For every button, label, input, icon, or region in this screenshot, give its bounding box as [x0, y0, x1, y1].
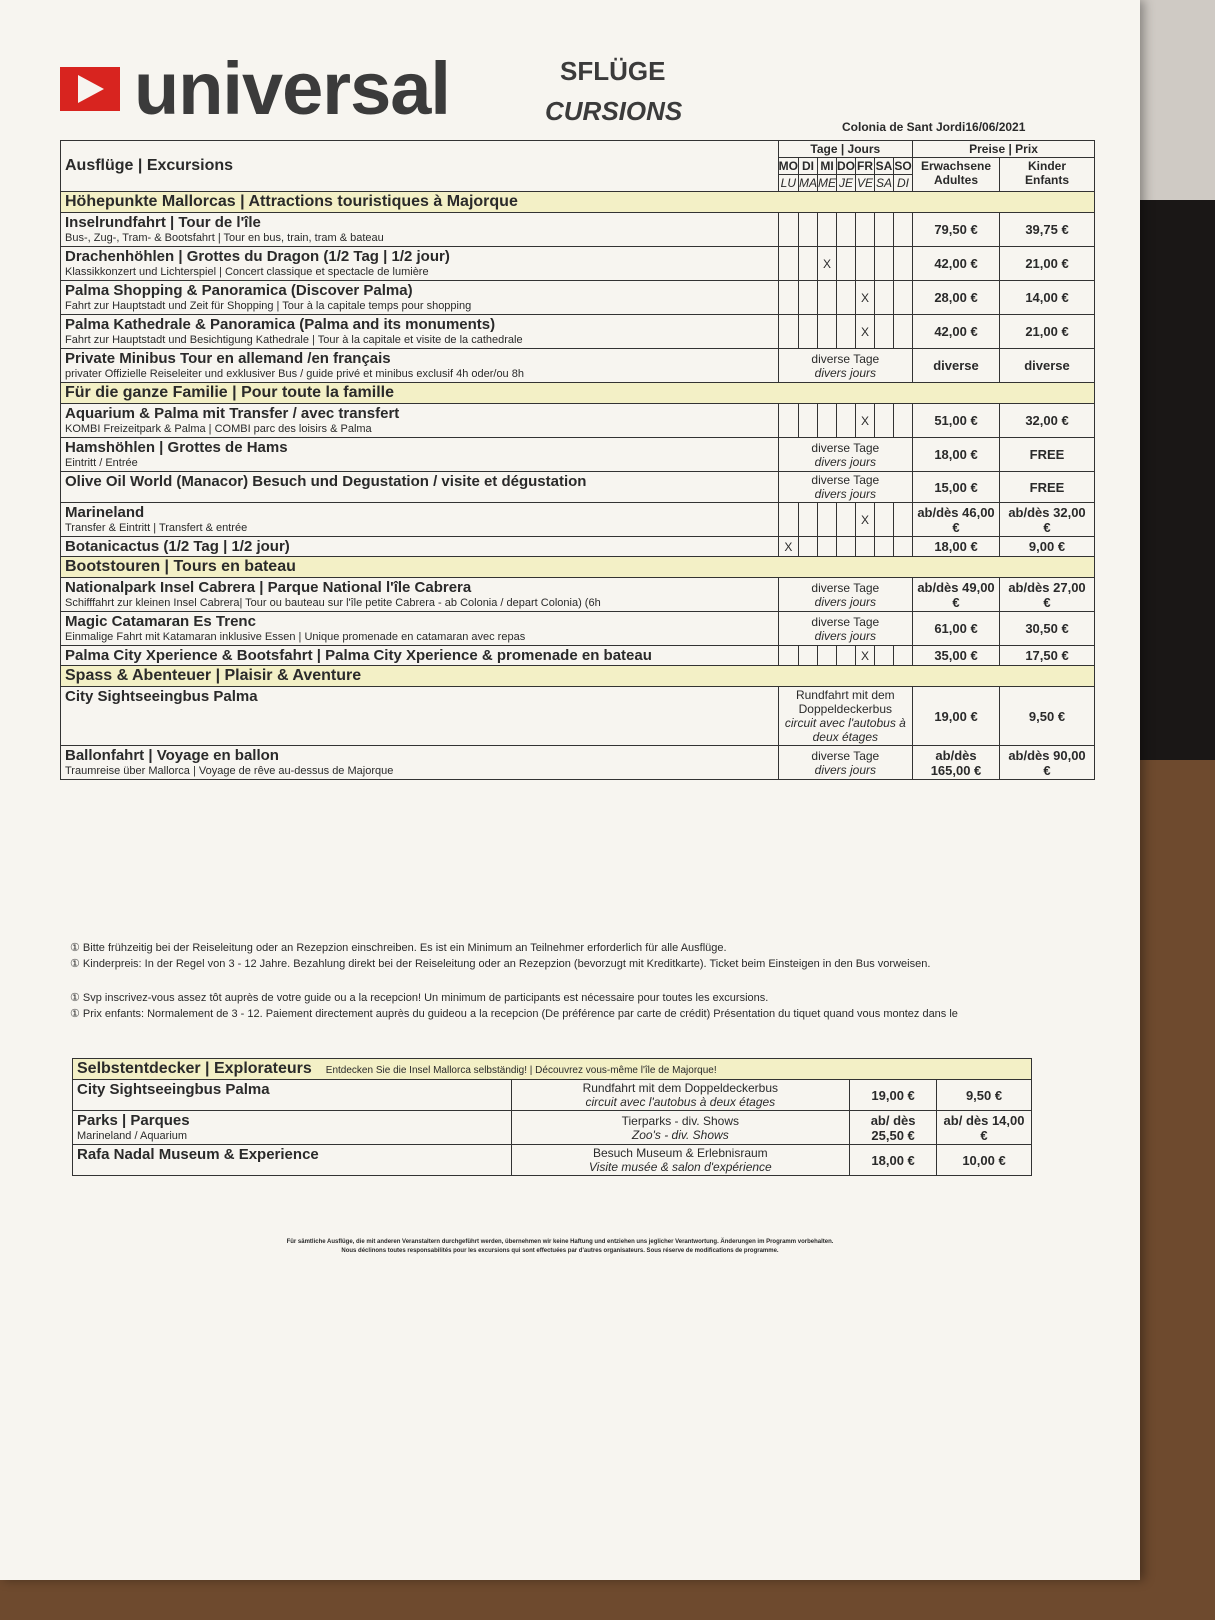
explorer-name: Parks | Parques: [77, 1112, 190, 1129]
days-note-de: diverse Tage: [811, 748, 880, 763]
disclaimer-line: Nous déclinons toutes responsabilités pour les excursions qui sont effectuées par d'autres organisateurs. Sous réserve de modifications de programme.: [341, 1248, 779, 1254]
day-mark: [818, 315, 837, 349]
adults-de: Erwachsene: [920, 159, 992, 173]
day-de: FR: [857, 159, 873, 173]
excursion-name: Inselrundfahrt | Tour de l'île: [65, 214, 261, 231]
day-mark: [856, 247, 875, 281]
adult-price: 51,00 €: [913, 404, 1000, 438]
excursion-cell: [61, 537, 779, 557]
excursion-row: [61, 349, 1095, 383]
explorers-subtitle: Entdecken Sie die Insel Mallorca selbständig! | Découvrez vous-même l'île de Majorque!: [325, 1065, 717, 1076]
day-mark: X: [778, 537, 798, 557]
excursion-name: Palma City Xperience & Bootsfahrt | Palma City Xperience & promenade en bateau: [65, 647, 652, 664]
child-price: FREE: [1000, 472, 1095, 503]
explorer-row: [73, 1080, 1032, 1111]
day-mark: [818, 404, 837, 438]
adult-price: diverse: [913, 349, 1000, 383]
days-note: [778, 349, 912, 383]
note-line: ① Kinderpreis: In der Regel von 3 - 12 Jahre. Bezahlung direkt bei der Reiseleitung oder an Rezepzion (bevorzugt mit Kreditkarte). Ticket beim Einsteigen in den Bus vorweisen.: [70, 958, 931, 970]
excursion-name: Ballonfahrt | Voyage en ballon: [65, 747, 279, 764]
day-mark: [837, 213, 856, 247]
days-note: [778, 472, 912, 503]
days-note: [778, 612, 912, 646]
explorer-info-fr: Zoo's - div. Shows: [631, 1127, 729, 1142]
excursion-cell: [61, 472, 779, 503]
child-price: 32,00 €: [1000, 404, 1095, 438]
days-note-de: diverse Tage: [811, 614, 880, 629]
days-note-de: Rundfahrt mit dem Doppeldeckerbus: [795, 688, 895, 716]
days-note: [778, 438, 912, 472]
day-fr: ME: [818, 176, 836, 190]
day-de: SO: [894, 159, 912, 173]
day-mark: [818, 503, 837, 537]
adult-price: 18,00 €: [850, 1145, 937, 1176]
day-mark: [799, 503, 818, 537]
day-mark: [875, 404, 894, 438]
excursion-desc: Traumreise über Mallorca | Voyage de rêve au-dessus de Majorque: [65, 765, 394, 777]
excursion-desc: Klassikkonzert und Lichterspiel | Concert classique et spectacle de lumière: [65, 266, 429, 278]
adult-price: ab/dès 49,00 €: [913, 578, 1000, 612]
adult-price: 35,00 €: [913, 646, 1000, 666]
day-fr: SA: [875, 176, 892, 190]
excursion-cell: [61, 438, 779, 472]
excursion-name: Drachenhöhlen | Grottes du Dragon (1/2 Tag | 1/2 jour): [65, 248, 450, 265]
excursion-row: [61, 687, 1095, 746]
excursion-cell: [61, 612, 779, 646]
explorer-name: Rafa Nadal Museum & Experience: [77, 1146, 319, 1163]
kids-header: [1000, 158, 1095, 192]
day-mark: [856, 537, 875, 557]
section-row: [61, 557, 1095, 578]
excursion-desc: Schifffahrt zur kleinen Insel Cabrera| Tour ou bauteau sur l'île petite Cabrera - ab Colonia / depart Colonia) (6h: [65, 597, 601, 609]
explorers-title: Selbstentdecker | Explorateurs: [77, 1060, 312, 1077]
brand-name: universal: [134, 47, 450, 130]
child-price: 9,50 €: [1000, 687, 1095, 746]
days-note: [778, 746, 912, 780]
day-fr: LU: [778, 175, 798, 192]
day-mark: [875, 247, 894, 281]
excursion-desc: Transfer & Eintritt | Transfert & entrée: [65, 522, 248, 534]
days-note: [778, 578, 912, 612]
excursion-row: [61, 646, 1095, 666]
explorer-cell: [73, 1111, 512, 1145]
excursion-name: Hamshöhlen | Grottes de Hams: [65, 439, 288, 456]
day-mark: [837, 247, 856, 281]
day-mark: [856, 213, 875, 247]
day-mark: [875, 537, 894, 557]
days-note-fr: divers jours: [814, 365, 876, 380]
day-fr: DI: [894, 175, 913, 192]
excursion-desc: Eintritt / Entrée: [65, 457, 138, 469]
day-mark: [837, 315, 856, 349]
day-mark: [837, 281, 856, 315]
section-row: [61, 666, 1095, 687]
excursion-row: [61, 537, 1095, 557]
day-mark: [837, 646, 856, 666]
excursion-row: [61, 404, 1095, 438]
excursion-cell: [61, 687, 779, 746]
explorer-info-de: Tierparks - div. Shows: [621, 1113, 739, 1128]
day-mark: [799, 404, 818, 438]
excursion-desc: Einmalige Fahrt mit Katamaran inklusive Essen | Unique promenade en catamaran avec repas: [65, 631, 526, 643]
day-mark: [799, 315, 818, 349]
day-mark: [778, 247, 798, 281]
notes: [70, 940, 1070, 1022]
kids-fr: Enfants: [1024, 173, 1069, 187]
excursion-name: Palma Shopping & Panoramica (Discover Palma): [65, 282, 413, 299]
excursion-row: [61, 281, 1095, 315]
brand-mark-icon: [60, 67, 120, 111]
note-line: ① Bitte frühzeitig bei der Reiseleitung oder an Rezepzion einschreiben. Es ist ein Minimum an Teilnehmer erforderlich für alle Ausflüge.: [70, 942, 727, 954]
excursion-cell: [61, 746, 779, 780]
section-title: Bootstouren | Tours en bateau: [61, 557, 1095, 578]
day-mark: X: [856, 315, 875, 349]
day-fr: MA: [799, 176, 817, 190]
day-mark: [837, 503, 856, 537]
excursion-cell: [61, 503, 779, 537]
explorer-info: [511, 1145, 850, 1176]
days-header: Tage | Jours: [778, 141, 912, 158]
day-mark: [778, 646, 798, 666]
adult-price: ab/ dès 25,50 €: [850, 1111, 937, 1145]
place-date: Colonia de Sant Jordi16/06/2021: [842, 120, 1026, 134]
day-mark: [894, 646, 913, 666]
child-price: 21,00 €: [1000, 247, 1095, 281]
day-mark: [799, 247, 818, 281]
child-price: 14,00 €: [1000, 281, 1095, 315]
day-mark: [778, 213, 798, 247]
day-mark: [875, 503, 894, 537]
day-mark: [799, 537, 818, 557]
adult-price: 18,00 €: [913, 438, 1000, 472]
explorer-info: [511, 1111, 850, 1145]
excursion-cell: [61, 213, 779, 247]
note-line: ① Svp inscrivez-vous assez tôt auprès de votre guide ou a la recepcion! Un minimum de participants est nécessaire pour toutes les excursions.: [70, 992, 769, 1004]
day-de: DI: [799, 158, 818, 175]
day-mark: [875, 213, 894, 247]
day-mark: [799, 646, 818, 666]
days-note-fr: circuit avec l'autobus à deux étages: [784, 716, 906, 744]
days-note-fr: divers jours: [814, 628, 876, 643]
days-note-fr: divers jours: [814, 594, 876, 609]
excursion-cell: [61, 404, 779, 438]
excursion-name: Olive Oil World (Manacor) Besuch und Degustation / visite et dégustation: [65, 473, 587, 490]
day-mark: [894, 315, 913, 349]
excursion-row: [61, 612, 1095, 646]
child-price: ab/dès 27,00 €: [1000, 578, 1095, 612]
day-mark: X: [856, 404, 875, 438]
child-price: 21,00 €: [1000, 315, 1095, 349]
excursion-name: Palma Kathedrale & Panoramica (Palma and its monuments): [65, 316, 496, 333]
excursion-desc: Bus-, Zug-, Tram- & Bootsfahrt | Tour en bus, train, tram & bateau: [65, 232, 384, 244]
days-note: [778, 687, 912, 746]
day-mark: [818, 281, 837, 315]
explorer-info: [511, 1080, 850, 1111]
excursion-desc: privater Offizielle Reiseleiter und exklusiver Bus / guide privé et minibus exclusif 4h oder/ou 8h: [65, 368, 524, 380]
section-title: Für die ganze Familie | Pour toute la famille: [61, 383, 1095, 404]
day-mark: [818, 537, 837, 557]
explorer-cell: [73, 1145, 512, 1176]
excursion-name: Magic Catamaran Es Trenc: [65, 613, 256, 630]
adult-price: 18,00 €: [913, 537, 1000, 557]
excursion-cell: [61, 281, 779, 315]
excursion-name: Nationalpark Insel Cabrera | Parque National l'île Cabrera: [65, 579, 472, 596]
day-mark: [894, 537, 913, 557]
adult-price: ab/dès 46,00 €: [913, 503, 1000, 537]
days-note-de: diverse Tage: [811, 580, 880, 595]
excursion-name: City Sightseeingbus Palma: [65, 688, 258, 705]
explorer-info-de: Rundfahrt mit dem Doppeldeckerbus: [582, 1081, 779, 1095]
day-mark: [818, 213, 837, 247]
day-mark: [894, 281, 913, 315]
day-de: MI: [818, 158, 837, 175]
adult-price: 15,00 €: [913, 472, 1000, 503]
excursion-row: [61, 503, 1095, 537]
excursion-cell: [61, 247, 779, 281]
child-price: 9,50 €: [937, 1080, 1032, 1111]
child-price: diverse: [1000, 349, 1095, 383]
day-mark: [799, 213, 818, 247]
day-mark: X: [818, 247, 837, 281]
kids-de: Kinder: [1027, 159, 1066, 173]
child-price: ab/dès 90,00 €: [1000, 746, 1095, 780]
day-mark: [778, 404, 798, 438]
explorers-title-cell: [73, 1059, 1032, 1080]
adult-price: 42,00 €: [913, 247, 1000, 281]
child-price: 10,00 €: [937, 1145, 1032, 1176]
excursion-name: Marineland: [65, 504, 145, 521]
disclaimer-line: Für sämtliche Ausflüge, die mit anderen Veranstaltern durchgeführt werden, übernehmen wir keine Haftung und entziehen uns jeglicher Verantwortung. Änderungen im Programm vorbehalten.: [286, 1239, 834, 1245]
child-price: 9,00 €: [1000, 537, 1095, 557]
section-row: [61, 192, 1095, 213]
excursion-desc: Fahrt zur Hauptstadt und Besichtigung Kathedrale | Tour à la capitale et visite de la cathedrale: [65, 334, 523, 346]
day-mark: [818, 646, 837, 666]
excursion-row: [61, 472, 1095, 503]
explorer-row: [73, 1145, 1032, 1176]
day-mark: [894, 247, 913, 281]
excursion-row: [61, 578, 1095, 612]
days-note-de: diverse Tage: [811, 351, 880, 366]
day-mark: [894, 503, 913, 537]
adult-price: 19,00 €: [913, 687, 1000, 746]
excursion-name: Botanicactus (1/2 Tag | 1/2 jour): [65, 538, 290, 555]
days-note-de: diverse Tage: [811, 473, 880, 487]
excursion-cell: [61, 578, 779, 612]
day-fr: VE: [856, 176, 873, 190]
day-mark: [799, 281, 818, 315]
day-mark: [875, 646, 894, 666]
header-title-fr: CURSIONS: [545, 96, 683, 126]
header-title-de: SFLÜGE: [560, 56, 666, 86]
explorers-title-row: [73, 1059, 1032, 1080]
day-mark: [894, 213, 913, 247]
child-price: 30,50 €: [1000, 612, 1095, 646]
adults-header: [913, 158, 1000, 192]
day-mark: [837, 404, 856, 438]
excursion-name: Aquarium & Palma mit Transfer / avec transfert: [65, 405, 400, 422]
excursion-desc: Fahrt zur Hauptstadt und Zeit für Shopping | Tour à la capitale temps pour shopping: [65, 300, 472, 312]
adults-fr: Adultes: [933, 173, 978, 187]
day-mark: [894, 404, 913, 438]
excursion-row: [61, 247, 1095, 281]
section-title: Spass & Abenteuer | Plaisir & Aventure: [61, 666, 1095, 687]
adult-price: 19,00 €: [850, 1080, 937, 1111]
excursion-row: [61, 213, 1095, 247]
child-price: ab/ dès 14,00 €: [937, 1111, 1032, 1145]
adult-price: 42,00 €: [913, 315, 1000, 349]
excursion-cell: [61, 349, 779, 383]
child-price: 39,75 €: [1000, 213, 1095, 247]
days-note-de: diverse Tage: [811, 440, 880, 455]
day-mark: [778, 315, 798, 349]
excursion-row: [61, 438, 1095, 472]
day-de: DO: [837, 159, 855, 173]
explorer-sub: Marineland / Aquarium: [77, 1130, 188, 1142]
explorer-info-fr: Visite musée & salon d'expérience: [588, 1160, 772, 1174]
explorer-row: [73, 1111, 1032, 1145]
day-fr: JE: [837, 175, 856, 192]
day-de: SA: [875, 159, 893, 173]
excursion-cell: [61, 646, 779, 666]
day-mark: X: [856, 646, 875, 666]
day-mark: [875, 281, 894, 315]
prices-header: Preise | Prix: [913, 141, 1095, 158]
child-price: ab/dès 32,00 €: [1000, 503, 1095, 537]
explorers-table: [72, 1058, 1032, 1176]
child-price: 17,50 €: [1000, 646, 1095, 666]
explorer-info-fr: circuit avec l'autobus à deux étages: [585, 1095, 776, 1109]
header-row: [61, 141, 1095, 158]
section-title: Höhepunkte Mallorcas | Attractions touristiques à Majorque: [61, 192, 1095, 213]
day-mark: [875, 315, 894, 349]
excursions-header: Ausflüge | Excursions: [61, 141, 779, 192]
adult-price: 79,50 €: [913, 213, 1000, 247]
explorer-name: City Sightseeingbus Palma: [77, 1081, 270, 1098]
day-mark: [778, 281, 798, 315]
child-price: FREE: [1000, 438, 1095, 472]
days-note-fr: divers jours: [814, 487, 876, 501]
days-note-fr: divers jours: [814, 454, 876, 469]
excursion-name: Private Minibus Tour en allemand /en français: [65, 350, 391, 367]
day-mark: X: [856, 503, 875, 537]
note-line: ① Prix enfants: Normalement de 3 - 12. Paiement directement auprès du guideou a la recepcion (De préférence par carte de crédit) Présentation du tiquet quand vous montez dans le: [70, 1008, 958, 1020]
brand-logo: [60, 47, 450, 130]
disclaimer: [230, 1238, 890, 1256]
adult-price: ab/dès 165,00 €: [913, 746, 1000, 780]
section-row: [61, 383, 1095, 404]
explorer-cell: [73, 1080, 512, 1111]
day-mark: X: [856, 281, 875, 315]
explorer-info-de: Besuch Museum & Erlebnisraum: [592, 1146, 768, 1160]
excursion-desc: KOMBI Freizeitpark & Palma | COMBI parc des loisirs & Palma: [65, 423, 372, 435]
excursion-row: [61, 315, 1095, 349]
day-mark: [778, 503, 798, 537]
adult-price: 28,00 €: [913, 281, 1000, 315]
day-mark: [837, 537, 856, 557]
excursion-cell: [61, 315, 779, 349]
excursions-table: [60, 140, 1095, 780]
days-note-fr: divers jours: [814, 762, 876, 777]
day-de: MO: [778, 159, 798, 173]
adult-price: 61,00 €: [913, 612, 1000, 646]
excursion-row: [61, 746, 1095, 780]
